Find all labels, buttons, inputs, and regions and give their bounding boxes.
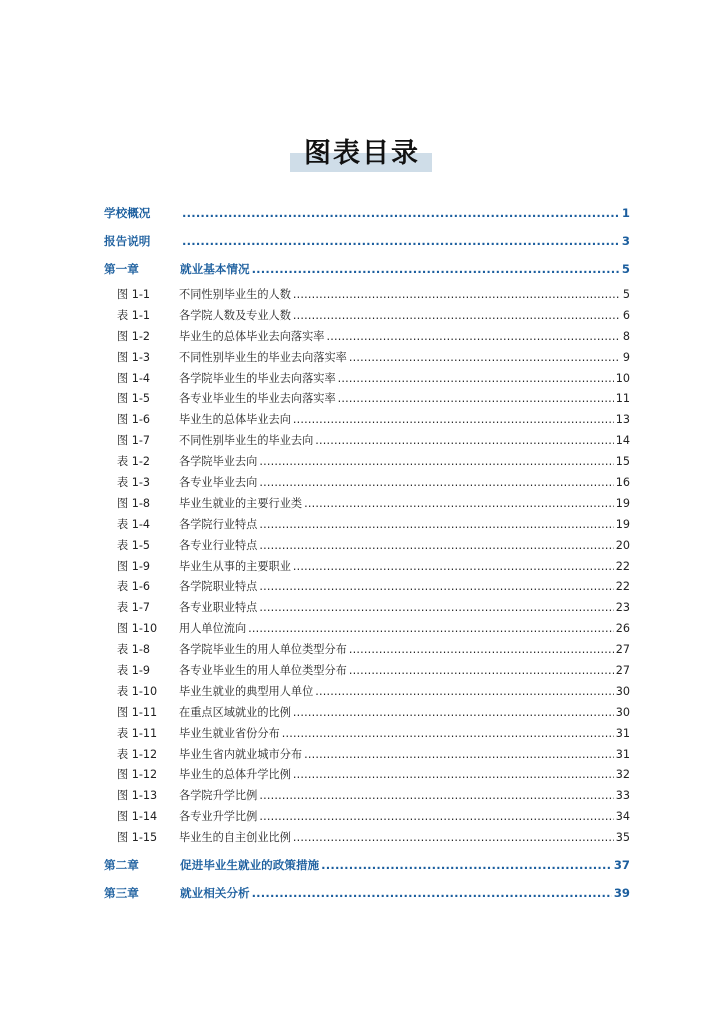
toc-page-number: 23: [615, 601, 630, 615]
toc-item-entry[interactable]: [104, 661, 630, 682]
dot-leader: [338, 389, 614, 410]
toc-entry-number: 图 1-6: [117, 413, 151, 427]
toc-page-number: 6: [622, 308, 630, 322]
toc-entry-number: 图 1-11: [117, 705, 158, 719]
toc-item-entry[interactable]: [104, 703, 630, 724]
toc-item-entry[interactable]: [104, 306, 630, 327]
dot-leader: [293, 410, 614, 431]
dot-leader: [304, 494, 614, 515]
toc-entry-title: 各专业毕业去向: [179, 476, 258, 490]
toc-entry-number: 表 1-11: [117, 726, 158, 740]
toc-entry-title: 就业相关分析: [180, 886, 250, 901]
toc-entry-number: 表 1-7: [117, 601, 151, 615]
toc-page-number: 30: [615, 684, 630, 698]
toc-item-entry[interactable]: [104, 348, 630, 369]
page-title: 图表目录: [304, 138, 420, 169]
dot-leader: [293, 828, 614, 849]
dot-leader: [338, 369, 614, 390]
toc-entry-title: 各专业升学比例: [179, 810, 258, 824]
toc-entry-title: 毕业生的总体毕业去向: [179, 413, 291, 427]
toc-entry-title: 不同性别毕业生的毕业去向落实率: [179, 350, 347, 364]
toc-entry-title: 各学院行业特点: [179, 517, 258, 531]
dot-leader: [326, 327, 620, 348]
toc-entry-title: 各专业行业特点: [179, 538, 258, 552]
dot-leader: [293, 306, 620, 327]
toc-item-entry[interactable]: [104, 494, 630, 515]
toc-entry-number: 图 1-7: [117, 434, 151, 448]
toc-page-number: 16: [615, 476, 630, 490]
toc-page-number: 34: [615, 810, 630, 824]
toc-page-number: 8: [622, 329, 630, 343]
toc-entry-title: 毕业生省内就业城市分布: [179, 747, 303, 761]
toc-entry-title: 在重点区域就业的比例: [179, 705, 291, 719]
toc-entry-number: 表 1-12: [117, 747, 158, 761]
dot-leader: [349, 640, 614, 661]
dot-leader: [259, 786, 613, 807]
toc-item-entry[interactable]: [104, 536, 630, 557]
toc-section-entry[interactable]: [104, 199, 630, 227]
dot-leader: [252, 255, 620, 283]
toc-item-entry[interactable]: [104, 473, 630, 494]
toc-item-entry[interactable]: [104, 828, 630, 849]
toc-entry-number: 图 1-8: [117, 496, 151, 510]
toc-page-number: 3: [621, 234, 630, 248]
toc-page-number: 35: [615, 831, 630, 845]
toc-page-number: 33: [615, 789, 630, 803]
dot-leader: [304, 745, 614, 766]
toc-entry-number: 图 1-10: [117, 622, 158, 636]
toc-entry-title: 各学院毕业去向: [179, 455, 258, 469]
toc-page-number: 13: [615, 413, 630, 427]
toc-page-number: 26: [615, 622, 630, 636]
toc-item-entry[interactable]: [104, 577, 630, 598]
toc-page-number: 5: [621, 262, 630, 276]
toc-entry-number: 图 1-13: [117, 789, 158, 803]
dot-leader: [315, 682, 613, 703]
toc-entry-title: 用人单位流向: [179, 622, 247, 636]
dot-leader: [252, 879, 612, 907]
toc-entry-number: 图 1-4: [117, 371, 151, 385]
toc-entry-title: 毕业生就业的典型用人单位: [179, 684, 314, 698]
toc-page-number: 11: [615, 392, 630, 406]
dot-leader: [248, 619, 614, 640]
toc-entry-number: 第一章: [104, 262, 139, 276]
toc-entry-title: 不同性别毕业生的人数: [179, 288, 291, 301]
toc-page-number: 31: [615, 747, 630, 761]
toc-entry-title: 各专业毕业生的用人单位类型分布: [179, 664, 347, 678]
toc-page-number: 15: [615, 455, 630, 469]
toc-page-number: 20: [615, 538, 630, 552]
toc-page-number: 10: [615, 371, 630, 385]
toc-entry-title: 各学院职业特点: [179, 580, 258, 594]
toc-page-number: 19: [615, 517, 630, 531]
toc-entry-title: 毕业生的自主创业比例: [179, 831, 291, 845]
toc-entry-number: 图 1-1: [117, 288, 151, 301]
toc-item-entry[interactable]: [104, 724, 630, 745]
toc-entry-title: 促进毕业生就业的政策措施: [180, 858, 320, 873]
toc-page-number: 27: [615, 664, 630, 678]
toc-page-number: 31: [615, 726, 630, 740]
toc-entry-number: 图 1-15: [117, 831, 158, 845]
toc-entry-title: 毕业生就业的主要行业类: [179, 496, 303, 510]
toc-entry-number: 学校概况: [104, 206, 151, 220]
toc-entry-number: 图 1-5: [117, 392, 151, 406]
title-box: [298, 136, 426, 172]
toc-entry-title: 毕业生就业省份分布: [179, 726, 280, 740]
toc-entry-number: 表 1-3: [117, 476, 151, 490]
dot-leader: [259, 536, 613, 557]
toc-item-entry[interactable]: [104, 807, 630, 828]
toc-entry-number: 第三章: [104, 886, 139, 901]
toc-page-number: 30: [615, 705, 630, 719]
toc-section-entry[interactable]: [104, 879, 630, 907]
dot-leader: [182, 227, 620, 255]
dot-leader: [349, 661, 614, 682]
toc-entry-title: 各专业职业特点: [179, 601, 258, 615]
toc-entry-title: 毕业生的总体毕业去向落实率: [179, 329, 325, 343]
toc-item-entry[interactable]: [104, 786, 630, 807]
toc-page-number: 19: [615, 496, 630, 510]
toc-page-number: 22: [615, 559, 630, 573]
toc-item-entry[interactable]: [104, 389, 630, 410]
toc-page-number: 5: [622, 288, 630, 301]
toc-entry-number: 图 1-2: [117, 329, 151, 343]
toc-entry-title: 不同性别毕业生的毕业去向: [179, 434, 314, 448]
dot-leader: [315, 431, 613, 452]
toc-item-entry[interactable]: [104, 682, 630, 703]
toc-entry-number: 图 1-3: [117, 350, 151, 364]
dot-leader: [182, 199, 620, 227]
toc-entry-title: 各学院毕业生的毕业去向落实率: [179, 371, 336, 385]
toc-entry-number: 表 1-9: [117, 664, 151, 678]
dot-leader: [259, 515, 613, 536]
dot-leader: [259, 452, 613, 473]
toc-item-entry[interactable]: [104, 369, 630, 390]
toc-item-entry[interactable]: [104, 765, 630, 786]
toc-entry-number: 图 1-14: [117, 810, 158, 824]
toc-entry-number: 图 1-12: [117, 768, 158, 782]
toc-entry-title: 各学院人数及专业人数: [179, 308, 291, 322]
toc-entry-title: 就业基本情况: [180, 262, 250, 276]
toc-page-number: 14: [615, 434, 630, 448]
toc-entry-number: 第二章: [104, 858, 139, 873]
toc-entry-title: 各学院毕业生的用人单位类型分布: [179, 643, 347, 657]
toc-entry-title: 各学院升学比例: [179, 789, 258, 803]
toc-page-number: 32: [615, 768, 630, 782]
dot-leader: [259, 577, 613, 598]
toc-section-entry[interactable]: [104, 851, 630, 879]
toc-entry-title: 各专业毕业生的毕业去向落实率: [179, 392, 336, 406]
dot-leader: [293, 557, 614, 578]
toc-section-entry[interactable]: [104, 255, 630, 283]
toc-item-entry[interactable]: [104, 515, 630, 536]
toc-item-entry[interactable]: [104, 327, 630, 348]
toc-page-number: 9: [622, 350, 630, 364]
toc-item-entry[interactable]: [104, 619, 630, 640]
toc-entry-number: 表 1-5: [117, 538, 151, 552]
toc-page-number: 37: [613, 858, 630, 873]
toc-entry-title: 毕业生从事的主要职业: [179, 559, 291, 573]
toc-item-entry[interactable]: [104, 598, 630, 619]
dot-leader: [293, 703, 614, 724]
toc-item-entry[interactable]: [104, 452, 630, 473]
dot-leader: [259, 598, 613, 619]
table-of-figures: [104, 199, 630, 907]
dot-leader: [259, 807, 613, 828]
toc-entry-title: 毕业生的总体升学比例: [179, 768, 291, 782]
toc-entry-number: 表 1-8: [117, 643, 151, 657]
toc-item-entry[interactable]: [104, 745, 630, 766]
toc-item-entry[interactable]: [104, 285, 630, 306]
toc-item-entry[interactable]: [104, 557, 630, 578]
toc-page-number: 1: [621, 206, 630, 220]
toc-page-number: 39: [613, 886, 630, 901]
toc-entry-number: 表 1-6: [117, 580, 151, 594]
dot-leader: [259, 473, 613, 494]
toc-entry-number: 表 1-10: [117, 684, 158, 698]
toc-entry-number: 图 1-9: [117, 559, 151, 573]
dot-leader: [293, 765, 614, 786]
toc-entry-number: 表 1-1: [117, 308, 151, 322]
toc-entry-number: 表 1-2: [117, 455, 151, 469]
toc-entry-number: 报告说明: [104, 234, 151, 248]
dot-leader: [293, 285, 620, 306]
page-title-area: [0, 136, 724, 172]
toc-item-entry[interactable]: [104, 640, 630, 661]
toc-item-entry[interactable]: [104, 410, 630, 431]
dot-leader: [349, 348, 620, 369]
toc-entry-number: 表 1-4: [117, 517, 151, 531]
toc-item-entry[interactable]: [104, 431, 630, 452]
dot-leader: [321, 851, 612, 879]
toc-section-entry[interactable]: [104, 227, 630, 255]
toc-page-number: 27: [615, 643, 630, 657]
toc-page-number: 22: [615, 580, 630, 594]
dot-leader: [282, 724, 614, 745]
